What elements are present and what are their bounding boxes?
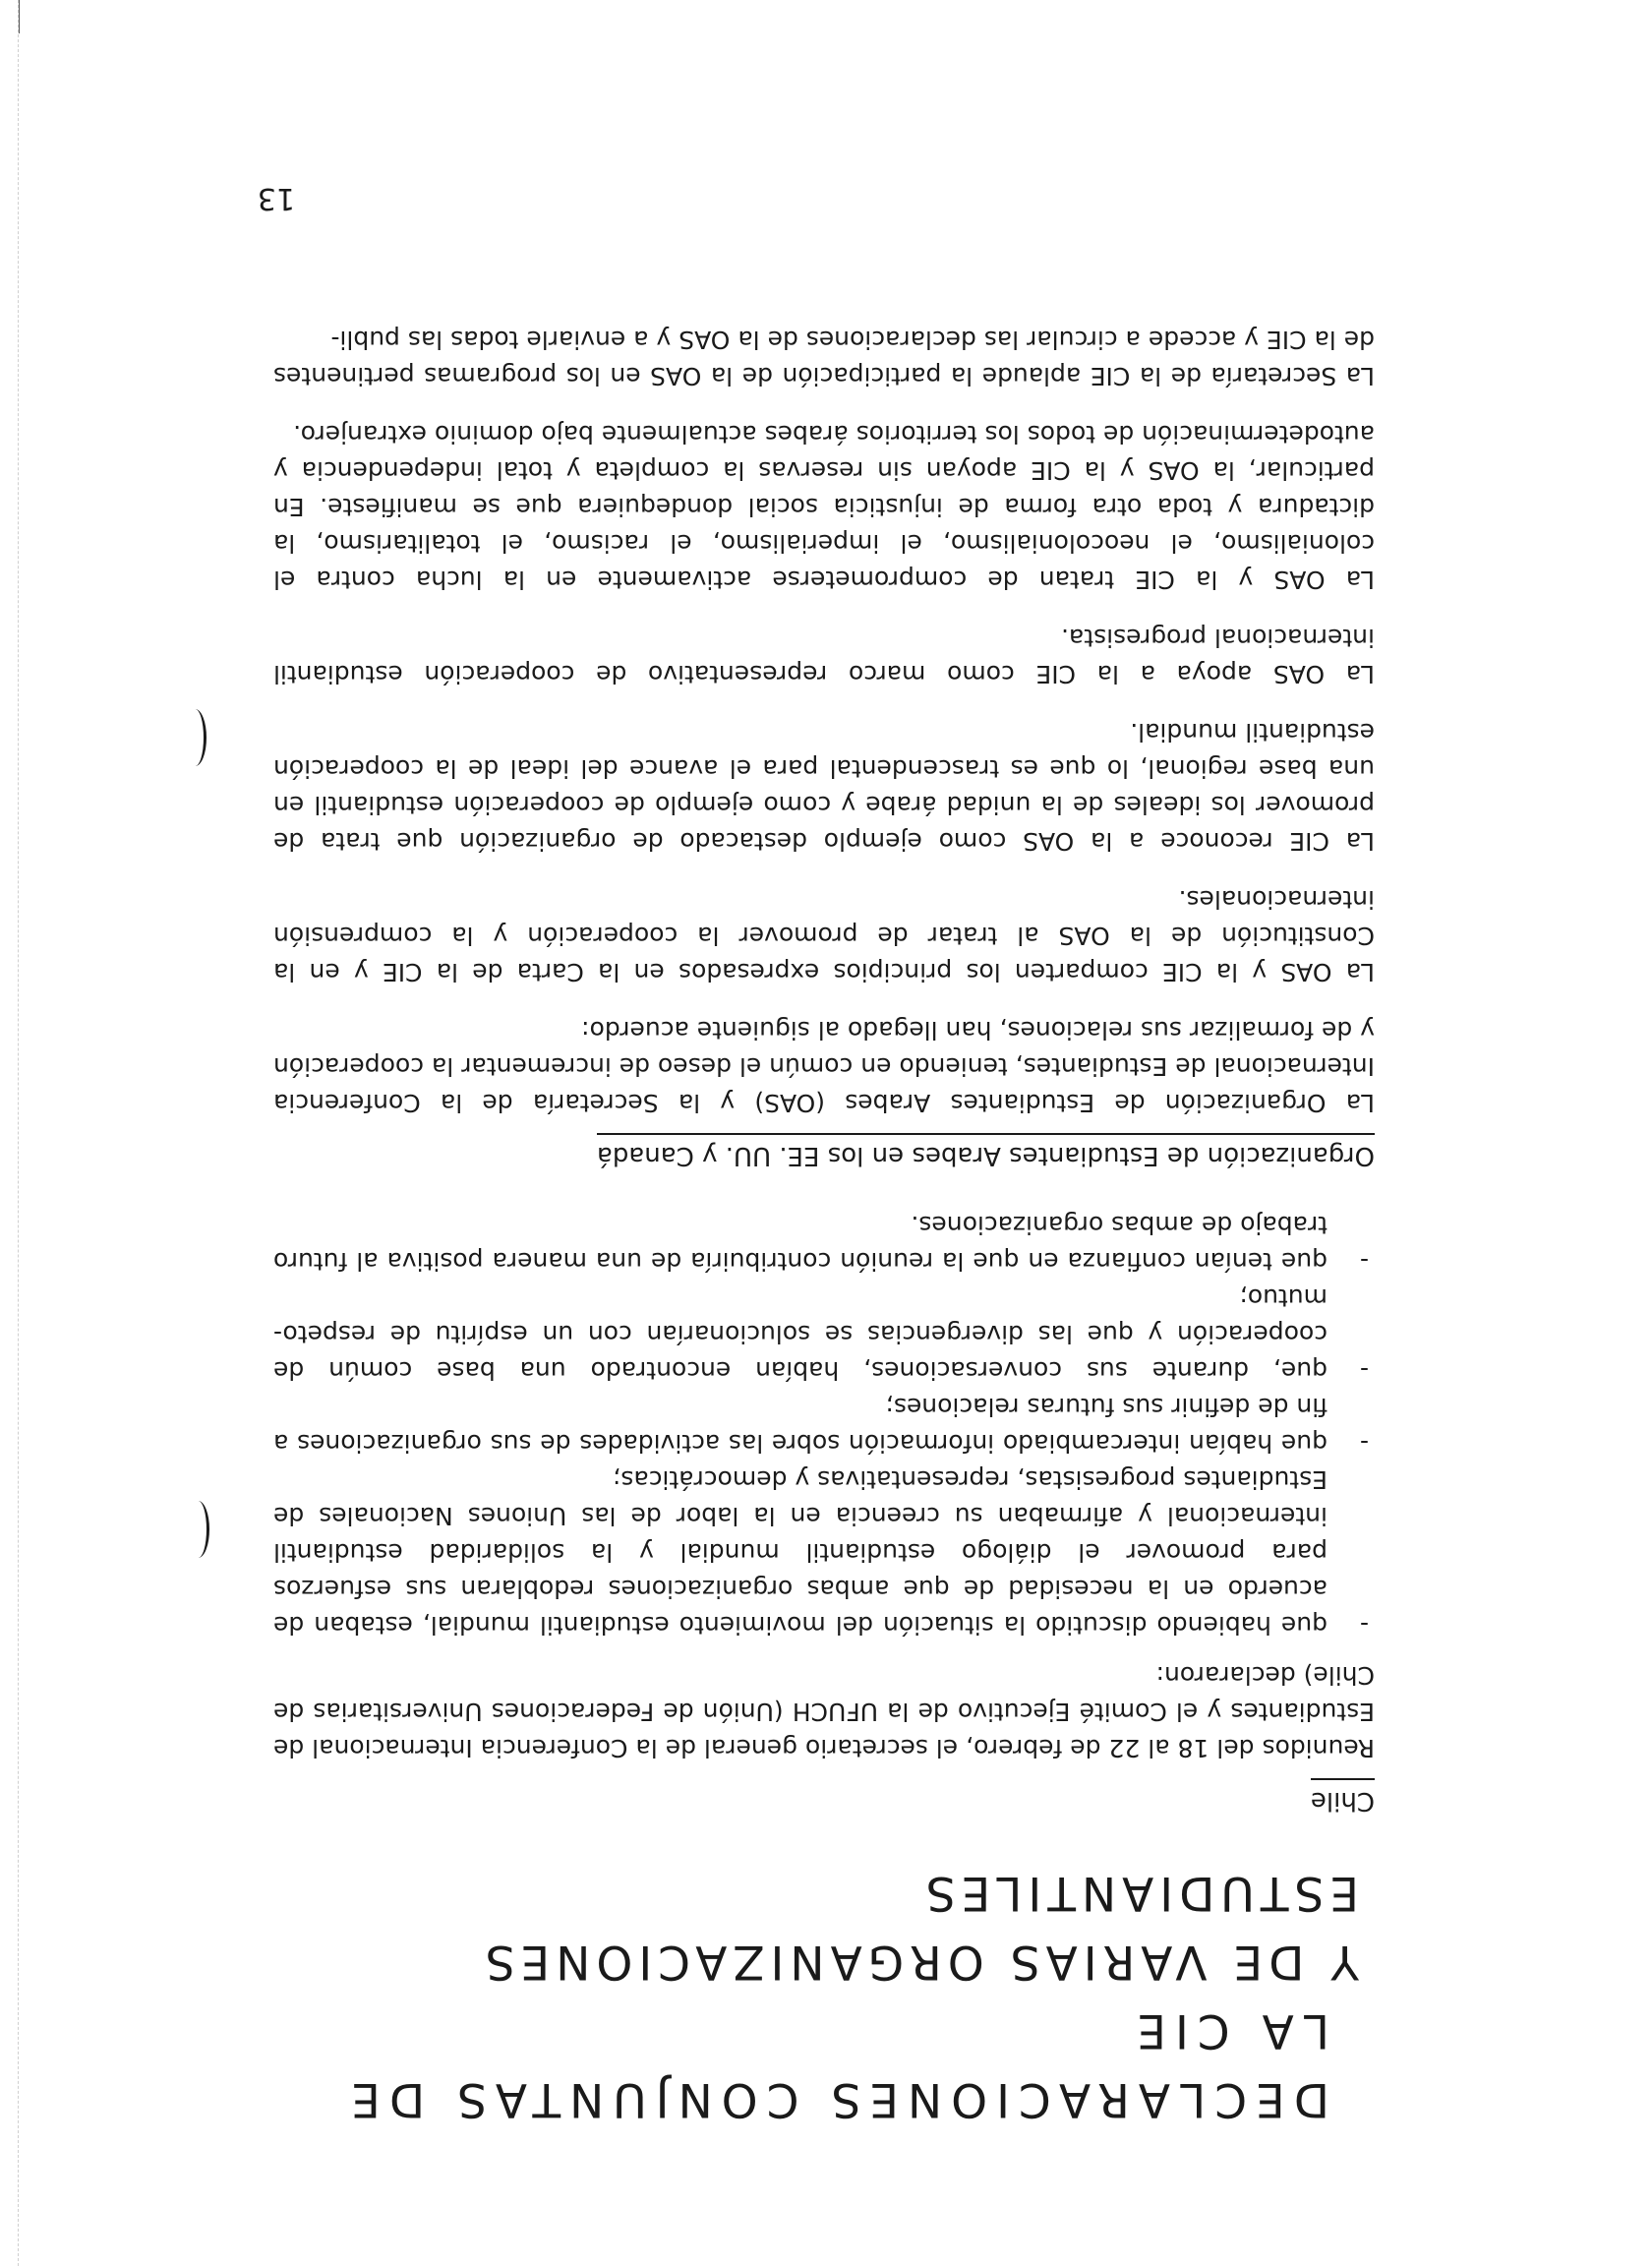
list-item: - que, durante sus conversaciones, habían encontrado una base común de cooperación y que las divergencias se solucionarían con un espíritu de respeto-mutuo;: [273, 1280, 1375, 1389]
scan-edge-rule: [18, 0, 19, 2266]
oas-paragraph: La OAS y la CIE comparten los principios expresados en la Carta de la CIE y en la Constitución de la OAS al tratar de promover la cooperación y la comprensión internacionales.: [273, 885, 1375, 986]
section-heading-chile: Chile: [1311, 1778, 1375, 1819]
title-line-1: DECLARACIONES CONJUNTAS DE LA CIE: [342, 2003, 1329, 2126]
section-heading-oas: Organización de Estudiantes Arabes en los EE. UU. y Canadá: [597, 1133, 1375, 1173]
oas-paragraph: La CIE reconoce a la OAS como ejemplo destacado de organización que trata de promover los ideales de la unidad árabe y como ejemplo de cooperación estudiantil en una base regional, lo que es trascendental para el avance del ideal de la cooperación estudiantil mundial.: [273, 718, 1375, 856]
page-number: 13: [257, 181, 295, 215]
margin-bracket-mark: [187, 1501, 209, 1558]
chile-declarations-list: [273, 1207, 1375, 1643]
document-title: [273, 1858, 1375, 2133]
page-content: [273, 322, 1375, 2133]
title-line-2: Y DE VARIAS ORGANIZACIONES ESTUDIANTILES: [479, 1866, 1359, 1989]
oas-paragraph: La Secretaría de la CIE aplaude la participación de la OAS en los programas pertinentes de la CIE y accede a circular las declaraciones de la OAS y a enviarle todas las publi-: [273, 326, 1375, 390]
margin-bracket-mark: [184, 709, 206, 766]
corner-tick: [19, 0, 20, 33]
list-item: - que tenían confianza en que la reunión contribuiría de una manera positiva al futuro trabajo de ambas organizaciones.: [273, 1207, 1375, 1280]
oas-paragraph: La Organización de Estudiantes Arabes (OAS) y la Secretaría de la Conferencia Internacional de Estudiantes, teniendo en común el deseo de incrementar la cooperación y de formalizar sus relaciones, han llegado al siguiente acuerdo:: [273, 1016, 1375, 1117]
oas-paragraph: La OAS y la CIE tratan de comprometerse activamente en la lucha contra el colonialismo, el neocolonialismo, el imperialismo, el racismo, el totalitarismo, la dictadura y toda otra forma de injusticia social dondequiera que se manifieste. En particular, la OAS y la CIE apoyan sin reservas la completa y total independencia y autodeterminación de todos los territorios árabes actualmente bajo dominio extranjero.: [273, 420, 1375, 594]
list-item: - que habiendo discutido la situación del movimiento estudiantil mundial, estaban de acuerdo en la necesidad de que ambas organizaciones redoblaran sus esfuerzos para promover el diálogo estudiantil mundial y la solidaridad estudiantil internacional y afirmaban su creencia en la labor de las Uniones Nacionales de Estudiantes progresistas, representativas y democráticas;: [273, 1461, 1375, 1643]
list-item: - que habían intercambiado información sobre las actividades de sus organizaciones a fin de definir sus futuras relaciones;: [273, 1389, 1375, 1461]
chile-intro-paragraph: Reunidos del 18 al 22 de febrero, el secretario general de la Conferencia Internacional de Estudiantes y el Comité Ejecutivo de la UFUCH (Unión de Federaciones Universitarias de Chile) declararon:: [273, 1661, 1375, 1762]
oas-paragraph: La OAS apoya a la CIE como marco representativo de cooperación estudiantil internacional progresista.: [273, 624, 1375, 688]
